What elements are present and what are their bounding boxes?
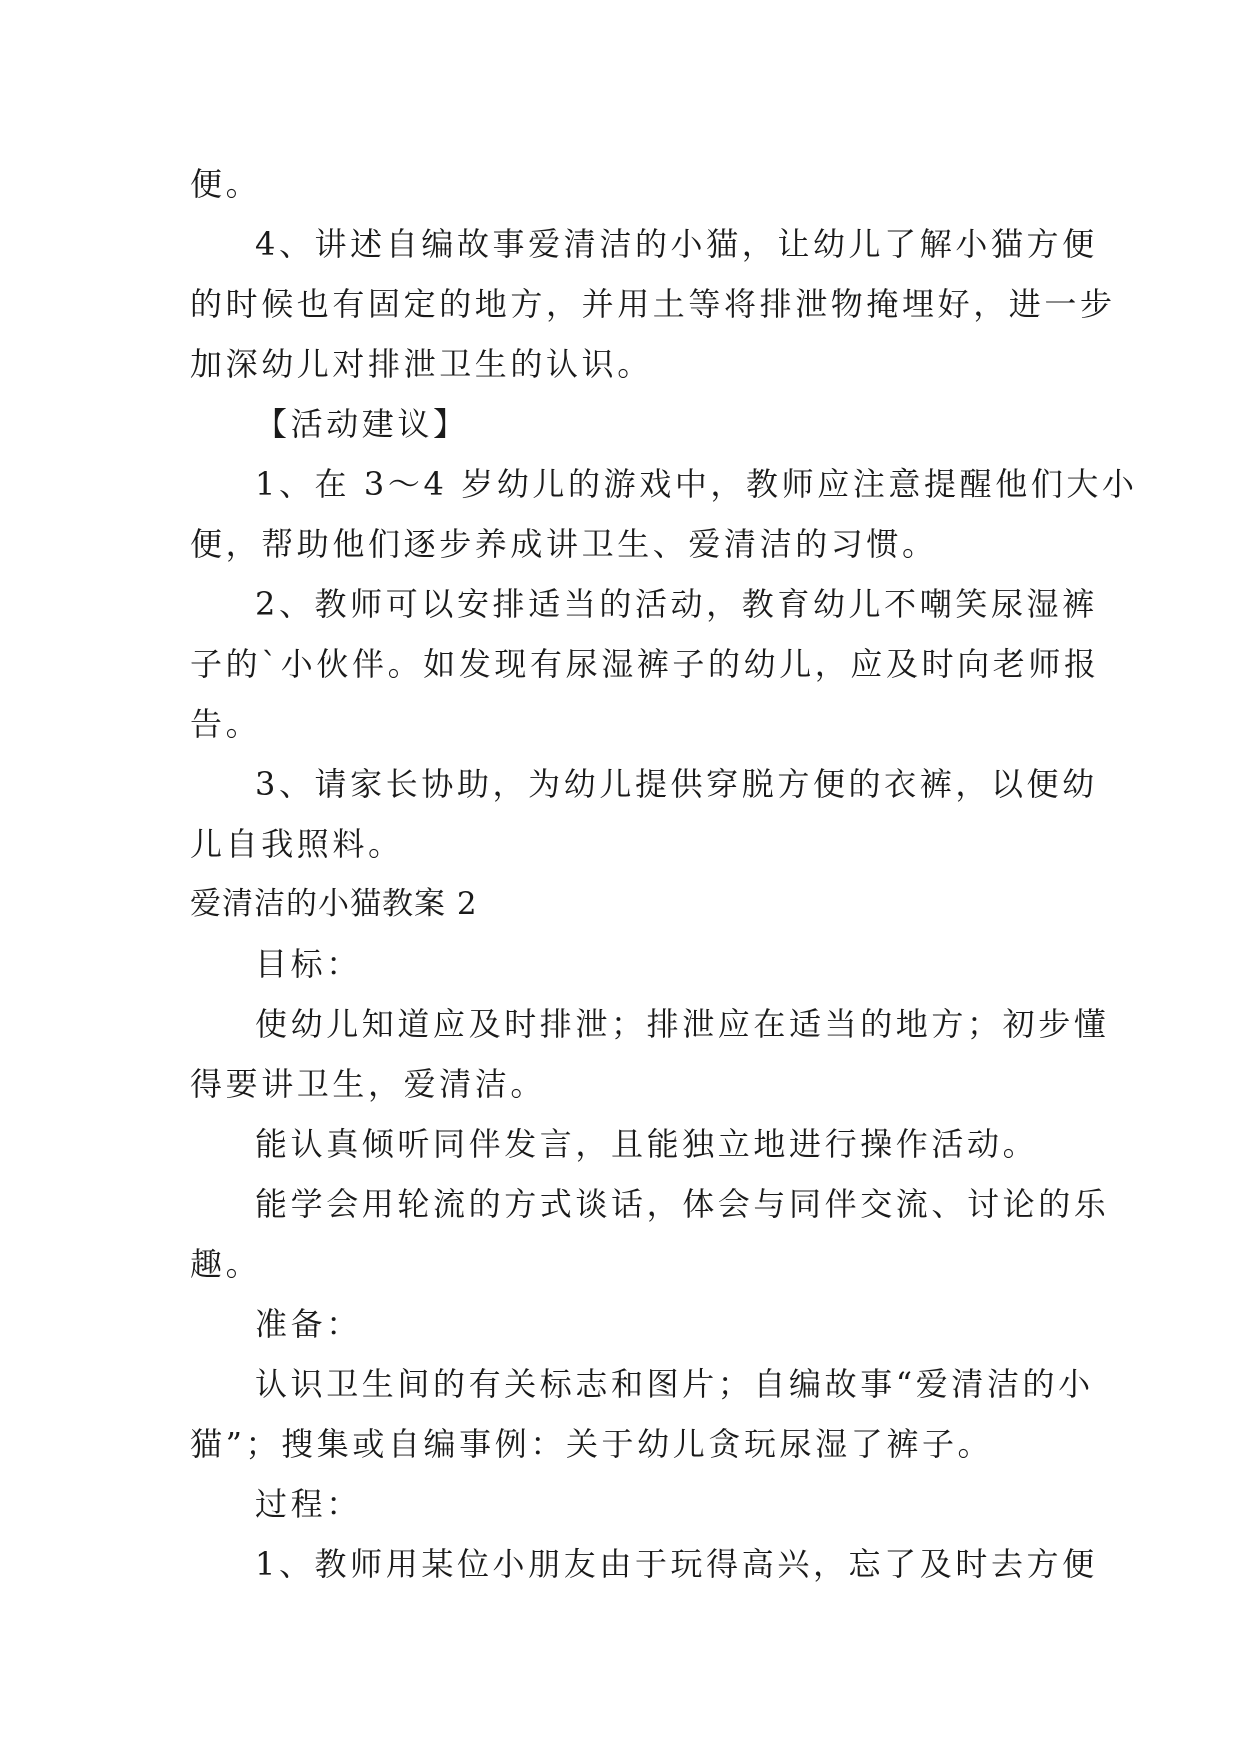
text-line: 子的`小伙伴。如发现有尿湿裤子的幼儿，应及时向老师报: [190, 645, 1100, 683]
text-line: 便。: [190, 165, 262, 203]
section-heading: 过程：: [255, 1485, 362, 1523]
text-line: 加深幼儿对排泄卫生的认识。: [190, 345, 653, 383]
text-line: 认识卫生间的有关标志和图片；自编故事“爱清洁的小: [255, 1365, 1094, 1403]
text-line: 的时候也有固定的地方，并用土等将排泄物掩埋好，进一步: [190, 285, 1116, 323]
document-title: 爱清洁的小猫教案 2: [190, 886, 478, 922]
text-line: 2、教师可以安排适当的活动，教育幼儿不嘲笑尿湿裤: [255, 585, 1098, 623]
text-line: 便，帮助他们逐步养成讲卫生、爱清洁的习惯。: [190, 525, 938, 563]
text-line: 趣。: [190, 1245, 262, 1283]
text-line: 1、教师用某位小朋友由于玩得高兴，忘了及时去方便: [255, 1545, 1098, 1583]
section-heading: 准备：: [255, 1305, 362, 1343]
text-line: 能认真倾听同伴发言，且能独立地进行操作活动。: [255, 1125, 1039, 1163]
text-line: 猫”；搜集或自编事例：关于幼儿贪玩尿湿了裤子。: [190, 1425, 994, 1463]
section-heading: 目标：: [255, 945, 362, 983]
text-line: 能学会用轮流的方式谈话，体会与同伴交流、讨论的乐: [255, 1185, 1110, 1223]
text-line: 告。: [190, 705, 262, 743]
text-line: 得要讲卫生，爱清洁。: [190, 1065, 547, 1103]
text-line: 使幼儿知道应及时排泄；排泄应在适当的地方；初步懂: [255, 1005, 1110, 1043]
document-page: [190, 154, 1138, 1594]
text-line: 3、请家长协助，为幼儿提供穿脱方便的衣裤，以便幼: [255, 765, 1098, 803]
text-line: 4、讲述自编故事爱清洁的小猫，让幼儿了解小猫方便: [255, 225, 1098, 263]
text-line: 儿自我照料。: [190, 825, 404, 863]
text-line: 1、在 3～4 岁幼儿的游戏中，教师应注意提醒他们大小: [255, 465, 1138, 503]
section-heading: 【活动建议】: [255, 405, 469, 443]
